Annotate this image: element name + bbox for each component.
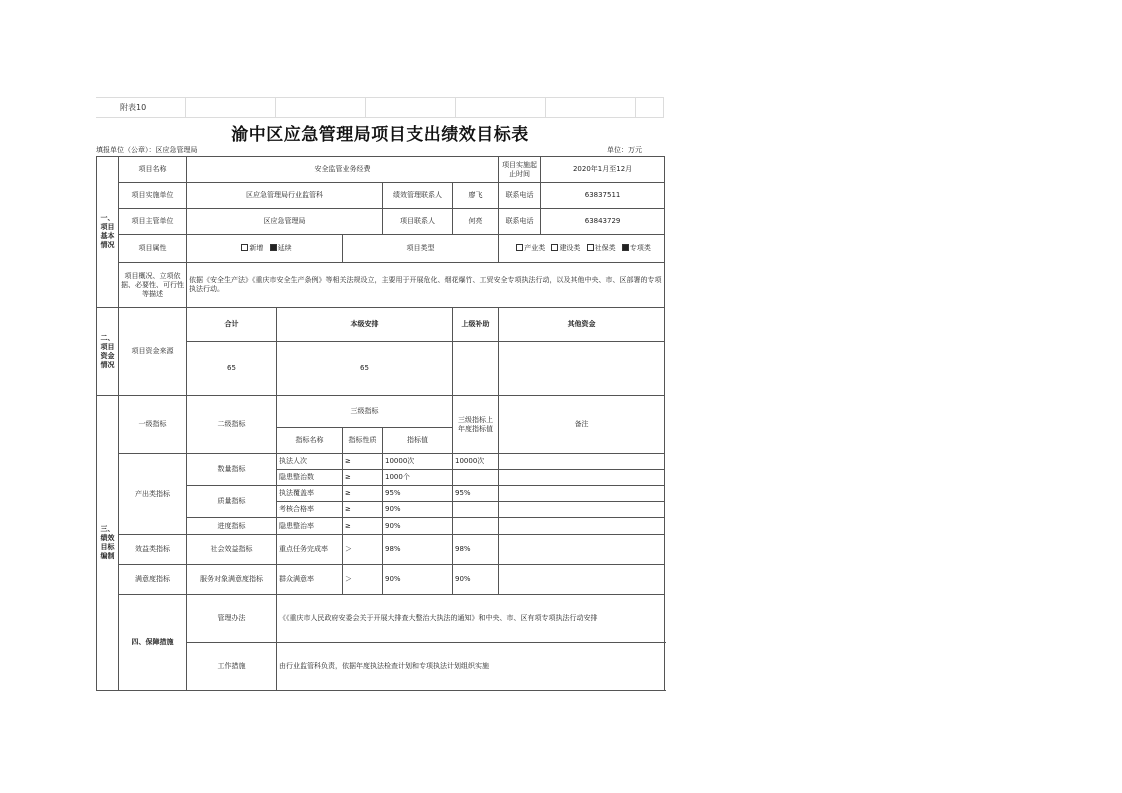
attr-new-label: 新增 — [249, 244, 264, 252]
col-total: 合计 — [187, 308, 277, 342]
fund-total: 65 — [187, 342, 277, 396]
checkbox-build[interactable] — [551, 244, 558, 251]
row-last — [453, 470, 499, 486]
mgmt-text: 《《重庆市人民政府安委会关于开展大排查大整治大执法的通知》和中央、市、区有项专项执法行动安排 — [277, 595, 665, 643]
col-upper: 上级补助 — [453, 308, 499, 342]
row-value: 98% — [383, 535, 453, 565]
row-note — [499, 502, 665, 518]
row-nature: ＞ — [343, 565, 383, 595]
overview-text: 依据《安全生产法》《重庆市安全生产条例》等相关法规设立，主要用于开展危化、烟花爆竹、工贸安全专项执法行动，以及其他中央、市、区部署的专项执法行动。 — [187, 263, 665, 308]
header-lv1: 一级指标 — [119, 396, 187, 454]
row-note — [499, 470, 665, 486]
attr-cont-label: 延续 — [277, 244, 292, 252]
lv2-service: 服务对象满意度指标 — [187, 565, 277, 595]
form-table — [96, 156, 665, 691]
lv1-output: 产出类指标 — [119, 454, 187, 535]
row-name: 群众满意率 — [277, 565, 343, 595]
row-nature: ≥ — [343, 454, 383, 470]
proj-phone-label: 联系电话 — [499, 209, 541, 235]
checkbox-new[interactable] — [241, 244, 248, 251]
lv1-benefit: 效益类指标 — [119, 535, 187, 565]
header-name: 指标名称 — [277, 428, 343, 454]
section4-label: 四、保障措施 — [119, 595, 187, 691]
row-note — [499, 454, 665, 470]
project-name: 安全监管业务经费 — [187, 157, 499, 183]
row-nature: ≥ — [343, 518, 383, 535]
row-value: 95% — [383, 486, 453, 502]
header-lv2: 二级指标 — [187, 396, 277, 454]
impl-unit: 区应急管理局行业监管科 — [187, 183, 383, 209]
overview-label: 项目概况、立项依据、必要性、可行性等描述 — [119, 263, 187, 308]
row-nature: ＞ — [343, 535, 383, 565]
row-value: 1000个 — [383, 470, 453, 486]
fund-upper — [453, 342, 499, 396]
checkbox-social[interactable] — [587, 244, 594, 251]
mgr-unit: 区应急管理局 — [187, 209, 383, 235]
proj-contact: 何亮 — [453, 209, 499, 235]
money-unit: 单位：万元 — [607, 146, 642, 154]
proj-contact-label: 项目联系人 — [383, 209, 453, 235]
header-strip — [96, 97, 664, 117]
attr-label: 项目属性 — [119, 235, 187, 263]
perf-phone-label: 联系电话 — [499, 183, 541, 209]
proj-phone: 63843729 — [541, 209, 665, 235]
lv2-quality: 质量指标 — [187, 486, 277, 518]
fund-other — [499, 342, 665, 396]
row-last: 90% — [453, 565, 499, 595]
checkbox-continued[interactable] — [270, 244, 277, 251]
performance-target-form — [96, 97, 664, 691]
row-name: 隐患整治率 — [277, 518, 343, 535]
row-value: 90% — [383, 565, 453, 595]
row-note — [499, 486, 665, 502]
mgmt-label: 管理办法 — [187, 595, 277, 643]
period: 2020年1月至12月 — [541, 157, 665, 183]
attachment-label: 附表10 — [120, 103, 147, 112]
type-options — [499, 235, 665, 263]
section2-label: 二、项目资金情况 — [97, 308, 119, 396]
row-last: 95% — [453, 486, 499, 502]
row-name: 执法覆盖率 — [277, 486, 343, 502]
impl-unit-label: 项目实施单位 — [119, 183, 187, 209]
header-lv3: 三级指标 — [277, 396, 453, 428]
row-value: 90% — [383, 502, 453, 518]
source-label: 项目资金来源 — [119, 308, 187, 396]
row-value: 10000次 — [383, 454, 453, 470]
section1-label: 一、项目基本情况 — [97, 157, 119, 308]
row-note — [499, 518, 665, 535]
type-label: 项目类型 — [343, 235, 499, 263]
work-label: 工作措施 — [187, 643, 277, 691]
type-social-label: 社保类 — [594, 244, 616, 252]
row-nature: ≥ — [343, 502, 383, 518]
row-last — [453, 518, 499, 535]
fill-unit: 填报单位（公章）：区应急管理局 — [96, 146, 198, 154]
page-title: 渝中区应急管理局项目支出绩效目标表 — [231, 125, 529, 145]
row-nature: ≥ — [343, 470, 383, 486]
row-last: 98% — [453, 535, 499, 565]
perf-contact-label: 绩效管理联系人 — [383, 183, 453, 209]
row-value: 90% — [383, 518, 453, 535]
perf-phone: 63837511 — [541, 183, 665, 209]
project-name-label: 项目名称 — [119, 157, 187, 183]
row-note — [499, 535, 665, 565]
checkbox-industry[interactable] — [516, 244, 523, 251]
row-nature: ≥ — [343, 486, 383, 502]
mgr-unit-label: 项目主管单位 — [119, 209, 187, 235]
row-name: 考核合格率 — [277, 502, 343, 518]
lv2-social: 社会效益指标 — [187, 535, 277, 565]
header-lastyear: 三级指标上年度指标值 — [453, 396, 499, 454]
col-other: 其他资金 — [499, 308, 665, 342]
perf-contact: 廖飞 — [453, 183, 499, 209]
header-nature: 指标性质 — [343, 428, 383, 454]
lv2-quantity: 数量指标 — [187, 454, 277, 486]
row-name: 执法人次 — [277, 454, 343, 470]
row-last: 10000次 — [453, 454, 499, 470]
lv2-progress: 进度指标 — [187, 518, 277, 535]
lv1-satisfaction: 满意度指标 — [119, 565, 187, 595]
header-note: 备注 — [499, 396, 665, 454]
fund-local: 65 — [277, 342, 453, 396]
type-industry-label: 产业类 — [524, 244, 546, 252]
period-label: 项目实施起止时间 — [499, 157, 541, 183]
row-last — [453, 502, 499, 518]
checkbox-special[interactable] — [622, 244, 629, 251]
row-name: 重点任务完成率 — [277, 535, 343, 565]
row-name: 隐患整治数 — [277, 470, 343, 486]
col-local: 本级安排 — [277, 308, 453, 342]
type-special-label: 专项类 — [629, 244, 651, 252]
type-build-label: 建设类 — [559, 244, 581, 252]
header-value: 指标值 — [383, 428, 453, 454]
section3-label: 三、绩效目标编制 — [97, 396, 119, 691]
work-text: 由行业监管科负责，依据年度执法检查计划和专项执法计划组织实施 — [277, 643, 665, 691]
attr-options — [187, 235, 343, 263]
row-note — [499, 565, 665, 595]
